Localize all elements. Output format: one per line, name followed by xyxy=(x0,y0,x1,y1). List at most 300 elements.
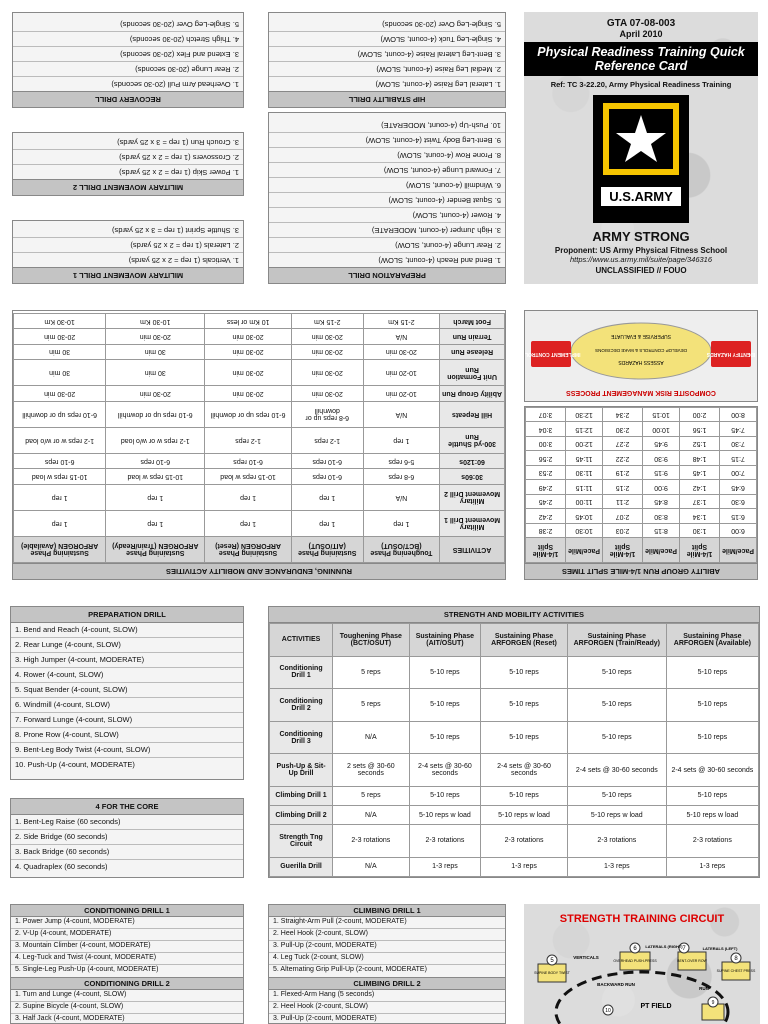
top-prep-item: 10. Push-Up (4-count, MODERATE) xyxy=(381,121,501,130)
running-cell: 20-30 min xyxy=(291,360,363,386)
split-cell: 11:15 xyxy=(566,480,603,494)
top-prep-item: 7. Forward Lunge (4-count, SLOW) xyxy=(269,162,505,177)
split-cell: 1:42 xyxy=(680,480,720,494)
hip-stability-title: HIP STABILITY DRILL xyxy=(269,91,505,107)
split-cell: 1:56 xyxy=(680,422,720,436)
running-cell: 20-30 min xyxy=(106,386,205,401)
strength-row xyxy=(270,689,759,722)
prep-drill-item: 6. Windmill (4-count, SLOW) xyxy=(11,698,243,713)
split-cell: 2:30 xyxy=(603,422,643,436)
strength-row xyxy=(270,806,759,825)
running-cell: 30 min xyxy=(106,360,205,386)
strength-cell: 5-10 reps xyxy=(481,721,568,754)
split-cell: 1:37 xyxy=(680,494,720,508)
strength-cell: 5-10 reps xyxy=(409,786,481,805)
running-cell: 20-30 min xyxy=(14,386,106,401)
crm-step-supervise: SUPERVISE & EVALUATE xyxy=(610,333,672,339)
running-row xyxy=(14,401,505,427)
running-header: Sustaining Phase ARFORGEN (Train/Ready) xyxy=(106,536,205,562)
top-prep-title: PREPARATION DRILL xyxy=(269,267,505,283)
split-cell: 10:00 xyxy=(643,422,680,436)
split-header: 1/4-Mile Split xyxy=(680,538,720,563)
strength-header: Sustaining Phase ARFORGEN (Available) xyxy=(666,624,758,657)
split-cell: 6:45 xyxy=(720,480,757,494)
mmd1-item: 2. Laterals (1 rep = 2 x 25 yards) xyxy=(13,237,243,252)
running-cell: 10-30 Km xyxy=(106,314,205,329)
climbing-drill2-item: 1. Flexed-Arm Hang (5 seconds) xyxy=(269,990,505,1002)
top-prep-item: 4. Rower (4-count, SLOW) xyxy=(269,207,505,222)
split-cell: 7:30 xyxy=(720,436,757,450)
mmd2-title: MILITARY MOVEMENT DRILL 2 xyxy=(13,179,243,195)
running-row xyxy=(14,329,505,344)
strength-header: ACTIVITIES xyxy=(270,624,333,657)
running-cell: 60:120s xyxy=(440,453,505,468)
station-number: 6 xyxy=(633,946,637,952)
split-cell: 9:45 xyxy=(643,436,680,450)
running-cell: N/A xyxy=(363,329,440,344)
strength-cell: 2-4 sets @ 30-60 seconds xyxy=(409,754,481,787)
split-cell: 9:15 xyxy=(643,465,680,479)
conditioning-drill2-item: 1. Turn and Lunge (4-count, SLOW) xyxy=(11,990,243,1002)
strength-cell: 5-10 reps w load xyxy=(481,806,568,825)
strength-cell: 2-4 sets @ 30-60 seconds xyxy=(567,754,666,787)
strength-cell: Guerilla Drill xyxy=(270,857,333,876)
strength-cell: N/A xyxy=(333,721,410,754)
star-icon xyxy=(593,95,689,185)
split-cell: 8:45 xyxy=(643,494,680,508)
top-prep-item: 1. Bend and Reach (4-count, SLOW) xyxy=(269,252,505,267)
split-cell: 2:38 xyxy=(526,523,566,537)
split-cell: 8:00 xyxy=(720,408,757,423)
station-number: 5 xyxy=(550,958,554,964)
climbing-drill1-item: 5. Alternating Grip Pull-Up (2-count, MODERATE) xyxy=(273,966,427,973)
climbing-drill1-item: 1. Straight-Arm Pull (2-count, MODERATE) xyxy=(269,917,505,929)
strength-cell: Conditioning Drill 3 xyxy=(270,721,333,754)
strength-cell: 2-4 sets @ 30-60 seconds xyxy=(666,754,758,787)
conditioning-panel xyxy=(10,904,244,1024)
split-cell: 2:42 xyxy=(526,509,566,523)
split-cell: 6:00 xyxy=(720,523,757,537)
prep-drill-item: 10. Push-Up (4-count, MODERATE) xyxy=(15,760,135,769)
circuit-title: STRENGTH TRAINING CIRCUIT xyxy=(559,913,725,925)
conditioning-drill2-item: 3. Half Jack (4-count, MODERATE) xyxy=(15,1015,125,1022)
running-cell: 10-15 reps w load xyxy=(14,469,106,484)
running-cell: 20-30 min xyxy=(205,360,292,386)
strength-cell: Climbing Drill 2 xyxy=(270,806,333,825)
climbing-drill2-title: CLIMBING DRILL 2 xyxy=(269,977,505,990)
prep-drill-item: 9. Bent-Leg Body Twist (4-count, SLOW) xyxy=(11,743,243,758)
strength-cell: Conditioning Drill 1 xyxy=(270,656,333,689)
top-prep-panel xyxy=(268,112,506,284)
mmd1-item: 1. Verticals (1 rep = 2 x 25 yards) xyxy=(13,252,243,267)
crm-step-assess: ASSESS HAZARDS xyxy=(618,359,664,365)
strength-header: Sustaining Phase ARFORGEN (Train/Ready) xyxy=(567,624,666,657)
strength-cell: 2-3 rotations xyxy=(567,825,666,858)
strength-cell: 2-3 rotations xyxy=(481,825,568,858)
running-header: Sustaining Phase ARFORGEN (Reset) xyxy=(205,536,292,562)
split-cell: 1:52 xyxy=(680,436,720,450)
split-cell: 10:45 xyxy=(566,509,603,523)
split-cell: 2:56 xyxy=(526,451,566,465)
strength-title: STRENGTH AND MOBILITY ACTIVITIES xyxy=(269,607,759,623)
split-row xyxy=(526,465,757,479)
strength-cell: Strength Tng Circuit xyxy=(270,825,333,858)
label-pt-field: PT FIELD xyxy=(640,1003,672,1010)
top-prep-item: 2. Rear Lunge (4-count, SLOW) xyxy=(269,237,505,252)
split-cell: 2:03 xyxy=(603,523,643,537)
running-row xyxy=(14,344,505,359)
running-cell: 5-6 reps xyxy=(363,453,440,468)
strength-header: Toughening Phase (BCT/OSUT) xyxy=(333,624,410,657)
split-row xyxy=(526,408,757,423)
station-supine-chest-press: SUPINE CHEST PRESS xyxy=(716,969,756,973)
strength-table xyxy=(268,606,760,878)
recovery-drill-title: RECOVERY DRILL xyxy=(13,91,243,107)
crm-step-develop: DEVELOP CONTROLS & MAKE DECISIONS xyxy=(595,348,687,353)
label-laterals-right: LATERALS (RIGHT) xyxy=(645,944,683,949)
conditioning-drill1-title: CONDITIONING DRILL 1 xyxy=(11,905,243,917)
running-cell: 6-10 reps up or downhill xyxy=(205,401,292,427)
split-cell: 12:15 xyxy=(566,422,603,436)
split-times-table xyxy=(524,406,758,580)
running-cell: 30 min xyxy=(14,360,106,386)
running-cell: 1 rep xyxy=(14,510,106,536)
split-cell: 7:45 xyxy=(720,422,757,436)
running-row xyxy=(14,360,505,386)
running-cell: 10-15 reps w load xyxy=(205,469,292,484)
strength-cell: 5-10 reps xyxy=(409,689,481,722)
strength-cell: Climbing Drill 1 xyxy=(270,786,333,805)
split-row xyxy=(526,494,757,508)
strength-cell: 5-10 reps xyxy=(666,656,758,689)
running-cell: Terrain Run xyxy=(440,329,505,344)
strength-cell: 5-10 reps w load xyxy=(409,806,481,825)
strength-row xyxy=(270,721,759,754)
station-number: 7 xyxy=(682,946,686,952)
strength-cell: 1-3 reps xyxy=(666,857,758,876)
conditioning-drill1-item: 2. V-Up (4-count, MODERATE) xyxy=(11,929,243,941)
split-header: Pace/Mile xyxy=(566,538,603,563)
strength-row xyxy=(270,786,759,805)
crm-step-implement: IMPLEMENT CONTROLS xyxy=(525,351,581,357)
strength-header: Sustaining Phase (AIT/OSUT) xyxy=(409,624,481,657)
mmd1-title: MILITARY MOVEMENT DRILL 1 xyxy=(13,267,243,283)
label-backward-run: BACKWARD RUN xyxy=(597,982,635,987)
station-number: 9 xyxy=(711,1000,715,1006)
strength-cell: Push-Up & Sit-Up Drill xyxy=(270,754,333,787)
running-row xyxy=(14,453,505,468)
split-row xyxy=(526,523,757,537)
running-row xyxy=(14,427,505,453)
mmd1-panel xyxy=(12,220,244,284)
running-cell: 20-30 min xyxy=(291,386,363,401)
strength-cell: 5-10 reps xyxy=(409,656,481,689)
split-cell: 6:30 xyxy=(720,494,757,508)
running-cell: 6-10 reps xyxy=(14,453,106,468)
split-cell: 1:30 xyxy=(680,523,720,537)
split-cell: 2:11 xyxy=(603,494,643,508)
label-laterals-left: LATERALS (LEFT) xyxy=(702,946,738,951)
running-header: Sustaining Phase ARFORGEN (Available) xyxy=(14,536,106,562)
climbing-drill1-item: 4. Leg Tuck (2-count, SLOW) xyxy=(269,953,505,965)
running-cell: 1 rep xyxy=(205,510,292,536)
hip-stability-item: 5. Single-Leg Over (20-30 seconds) xyxy=(382,20,501,29)
recovery-drill-item: 4. Thigh Stretch (20-30 seconds) xyxy=(13,31,243,46)
crm-step-identify: IDENTIFY HAZARDS xyxy=(706,351,756,357)
prep-drill-panel xyxy=(10,606,244,780)
split-cell: 3:04 xyxy=(526,422,566,436)
running-cell: 30:60s xyxy=(440,469,505,484)
hip-stability-item: 1. Lateral Leg Raise (4-count, SLOW) xyxy=(269,76,505,91)
proponent-url[interactable]: https://www.us.army.mil/suite/page/346316 xyxy=(569,255,712,264)
split-cell: 1:48 xyxy=(680,451,720,465)
split-header: 1/4-Mile Split xyxy=(603,538,643,563)
running-cell: 1 rep xyxy=(291,510,363,536)
strength-cell: N/A xyxy=(333,857,410,876)
label-run: RUN xyxy=(699,986,709,991)
running-cell: 20-30 min xyxy=(291,329,363,344)
strength-cell: 2-3 rotations xyxy=(409,825,481,858)
running-row xyxy=(14,314,505,329)
running-cell: 6-10 reps up or downhill xyxy=(106,401,205,427)
strength-cell: 5-10 reps xyxy=(481,786,568,805)
running-cell: 2-15 Km xyxy=(363,314,440,329)
running-cell: 30 min xyxy=(14,344,106,359)
split-cell: 2:00 xyxy=(680,408,720,423)
running-cell: 10-30 Km xyxy=(14,314,106,329)
crm-title: COMPOSITE RISK MANAGEMENT PROCESS xyxy=(566,389,716,396)
classification: UNCLASSIFIED // FOUO xyxy=(595,266,687,275)
split-header: 1/4-Mile Split xyxy=(526,538,566,563)
mmd2-item: 2. Crossovers (1 rep = 2 x 25 yards) xyxy=(13,149,243,164)
strength-cell: 5-10 reps xyxy=(481,656,568,689)
conditioning-drill2-title: CONDITIONING DRILL 2 xyxy=(11,977,243,990)
split-title: ABILITY GROUP RUN 1/4-MILE SPLIT TIMES xyxy=(525,563,757,579)
running-cell: Ability Group Run xyxy=(440,386,505,401)
climbing-drill2-item: 2. Heel Hook (2-count, SLOW) xyxy=(269,1002,505,1014)
running-cell: Military Movement Drill 2 xyxy=(440,484,505,510)
strength-cell: 5-10 reps xyxy=(567,721,666,754)
running-cell: 20-30 min xyxy=(14,329,106,344)
strength-cell: 2-3 rotations xyxy=(333,825,410,858)
running-cell: 20-30 min xyxy=(363,344,440,359)
running-cell: 1-2 reps w or w/o load xyxy=(106,427,205,453)
running-cell: N/A xyxy=(363,401,440,427)
strength-cell: 5-10 reps xyxy=(666,721,758,754)
strength-cell: 1-3 reps xyxy=(481,857,568,876)
split-cell: 1:34 xyxy=(680,509,720,523)
split-cell: 12:00 xyxy=(566,436,603,450)
station-supine-body-twist: SUPINE BODY TWIST xyxy=(534,971,570,975)
strength-cell: 5-10 reps xyxy=(409,721,481,754)
running-cell: 2-15 Km xyxy=(291,314,363,329)
running-cell: Foot March xyxy=(440,314,505,329)
running-header: ACTIVITIES xyxy=(440,536,505,562)
core-item: 1. Bent-Leg Raise (60 seconds) xyxy=(11,815,243,830)
running-cell: 6-10 reps xyxy=(106,453,205,468)
split-cell: 10:15 xyxy=(643,408,680,423)
army-strong: ARMY STRONG xyxy=(592,229,690,244)
running-cell: Release Run xyxy=(440,344,505,359)
split-cell: 1:45 xyxy=(680,465,720,479)
prep-drill-item: 4. Rower (4-count, SLOW) xyxy=(11,668,243,683)
running-cell: 20-30 min xyxy=(106,329,205,344)
logo-text: U.S.ARMY xyxy=(601,187,681,206)
running-title: RUNNING, ENDURANCE AND MOBILITY ACTIVITIES xyxy=(13,563,505,579)
top-prep-item: 8. Prone Row (4-count, SLOW) xyxy=(269,147,505,162)
split-cell: 2:27 xyxy=(603,436,643,450)
core-panel xyxy=(10,798,244,878)
prep-drill-item: 8. Prone Row (4-count, SLOW) xyxy=(11,728,243,743)
conditioning-drill1-item: 3. Mountain Climber (4-count, MODERATE) xyxy=(11,941,243,953)
running-cell: 10-20 min xyxy=(363,386,440,401)
strength-cell: 5 reps xyxy=(333,689,410,722)
strength-cell: 5 reps xyxy=(333,786,410,805)
split-header: Pace/Mile xyxy=(643,538,680,563)
strength-cell: 2-3 rotations xyxy=(666,825,758,858)
running-row xyxy=(14,469,505,484)
conditioning-drill2-item: 2. Supine Bicycle (4-count, SLOW) xyxy=(11,1002,243,1014)
running-cell: 6-8 reps up or downhill xyxy=(291,401,363,427)
strength-cell: 5-10 reps xyxy=(481,689,568,722)
running-cell: Unit Formation Run xyxy=(440,360,505,386)
split-cell: 7:00 xyxy=(720,465,757,479)
split-cell: 11:45 xyxy=(566,451,603,465)
running-cell: 1-2 reps xyxy=(205,427,292,453)
running-cell: 1 rep xyxy=(205,484,292,510)
mmd2-item: 1. Power Skip (1 rep = 2 x 25 yards) xyxy=(13,164,243,179)
top-prep-item: 6. Windmill (4-count, SLOW) xyxy=(269,177,505,192)
split-cell: 2:34 xyxy=(603,408,643,423)
running-cell: Hill Repeats xyxy=(440,401,505,427)
split-cell: 8:30 xyxy=(643,509,680,523)
prep-drill-item: 1. Bend and Reach (4-count, SLOW) xyxy=(11,623,243,638)
recovery-drill-panel xyxy=(12,12,244,108)
climbing-drill1-item: 3. Pull-Up (2-count, MODERATE) xyxy=(269,941,505,953)
split-cell: 2:15 xyxy=(603,480,643,494)
split-row xyxy=(526,422,757,436)
strength-cell: 1-3 reps xyxy=(567,857,666,876)
running-cell: Military Movement Drill 1 xyxy=(440,510,505,536)
strength-cell: 5-10 reps xyxy=(567,656,666,689)
split-cell: 2:45 xyxy=(526,494,566,508)
strength-cell: 5-10 reps w load xyxy=(567,806,666,825)
running-cell: 20-30 min xyxy=(205,344,292,359)
running-cell: 1-2 reps xyxy=(291,427,363,453)
running-cell: 20-30 min xyxy=(205,329,292,344)
prep-drill-item: 5. Squat Bender (4-count, SLOW) xyxy=(11,683,243,698)
core-title: 4 FOR THE CORE xyxy=(11,799,243,815)
running-cell: 10-20 min xyxy=(363,360,440,386)
card-title: Physical Readiness Training Quick Reference Card xyxy=(524,42,758,76)
mmd2-panel xyxy=(12,132,244,196)
mmd1-item: 3. Shuttle Sprint (1 rep = 3 x 25 yards) xyxy=(112,226,239,235)
conditioning-drill1-item: 5. Single-Leg Push-Up (4-count, MODERATE) xyxy=(15,966,159,973)
strength-cell: 5-10 reps xyxy=(666,689,758,722)
split-cell: 3:00 xyxy=(526,436,566,450)
split-cell: 8:15 xyxy=(643,523,680,537)
running-cell: 6-10 reps up or downhill xyxy=(14,401,106,427)
card-date: April 2010 xyxy=(619,29,663,39)
split-cell: 2:53 xyxy=(526,465,566,479)
split-cell: 9:00 xyxy=(643,480,680,494)
running-row xyxy=(14,484,505,510)
strength-row xyxy=(270,656,759,689)
running-cell: 1 rep xyxy=(14,484,106,510)
core-item: 2. Side Bridge (60 seconds) xyxy=(11,830,243,845)
split-cell: 11:00 xyxy=(566,494,603,508)
split-cell: 2:22 xyxy=(603,451,643,465)
running-cell: 300-yd Shuttle Run xyxy=(440,427,505,453)
station-overhead-push-press: OVERHEAD PUSH-PRESS xyxy=(613,959,657,963)
conditioning-drill1-item: 4. Leg-Tuck and Twist (4-count, MODERATE) xyxy=(11,953,243,965)
prep-drill-item: 7. Forward Lunge (4-count, SLOW) xyxy=(11,713,243,728)
hip-stability-item: 3. Bent-Leg Lateral Raise (4-count, SLOW) xyxy=(269,46,505,61)
station-bent-over-row: BENT-OVER ROW xyxy=(677,959,707,963)
strength-cell: 5-10 reps xyxy=(666,786,758,805)
climbing-drill1-item: 2. Heel Hook (2-count, SLOW) xyxy=(269,929,505,941)
top-prep-item: 3. High Jumper (4-count, MODERATE) xyxy=(269,222,505,237)
running-cell: 10-15 reps w load xyxy=(106,469,205,484)
split-cell: 9:30 xyxy=(643,451,680,465)
strength-cell: 5-10 reps xyxy=(567,689,666,722)
split-cell: 11:30 xyxy=(566,465,603,479)
hip-stability-item: 2. Medial Leg Raise (4-count, SLOW) xyxy=(269,61,505,76)
strength-circuit-panel xyxy=(524,904,760,1024)
running-cell: N/A xyxy=(363,484,440,510)
strength-cell: 2-4 sets @ 30-60 seconds xyxy=(481,754,568,787)
strength-cell: N/A xyxy=(333,806,410,825)
strength-row xyxy=(270,754,759,787)
climbing-drill2-item: 3. Pull-Up (2-count, MODERATE) xyxy=(273,1015,377,1022)
station-number: 8 xyxy=(734,956,738,962)
running-cell: 1 rep xyxy=(106,484,205,510)
climbing-drill1-title: CLIMBING DRILL 1 xyxy=(269,905,505,917)
strength-cell: 5-10 reps xyxy=(567,786,666,805)
split-header: Pace/Mile xyxy=(720,538,757,563)
recovery-drill-item: 1. Overhead Arm Pull (20-30 seconds) xyxy=(13,76,243,91)
circuit-diagram xyxy=(524,904,760,1024)
gta-number: GTA 07-08-003 xyxy=(606,18,676,29)
hip-stability-panel xyxy=(268,12,506,108)
crm-diagram xyxy=(525,311,757,401)
running-cell: 6-8 reps xyxy=(363,469,440,484)
running-cell: 1 rep xyxy=(291,484,363,510)
strength-header: Sustaining Phase ARFORGEN (Reset) xyxy=(481,624,568,657)
climbing-panel xyxy=(268,904,506,1024)
strength-row xyxy=(270,825,759,858)
running-row xyxy=(14,510,505,536)
strength-cell: 2 sets @ 30-60 seconds xyxy=(333,754,410,787)
running-cell: 10 Km or less xyxy=(205,314,292,329)
conditioning-drill1-item: 1. Power Jump (4-count, MODERATE) xyxy=(11,917,243,929)
running-cell: 20-30 min xyxy=(291,344,363,359)
split-cell: 2:07 xyxy=(603,509,643,523)
running-cell: 1-2 reps w or w/o load xyxy=(14,427,106,453)
prep-drill-item: 3. High Jumper (4-count, MODERATE) xyxy=(11,653,243,668)
army-logo xyxy=(593,95,689,223)
split-row xyxy=(526,451,757,465)
running-row xyxy=(14,386,505,401)
split-cell: 2:49 xyxy=(526,480,566,494)
split-cell: 6:15 xyxy=(720,509,757,523)
strength-cell: Conditioning Drill 2 xyxy=(270,689,333,722)
split-row xyxy=(526,509,757,523)
label-verticals: VERTICALS xyxy=(573,955,599,960)
split-row xyxy=(526,436,757,450)
running-cell: 20-30 min xyxy=(205,386,292,401)
hip-stability-item: 4. Single-Leg Tuck (4-count, SLOW) xyxy=(269,31,505,46)
